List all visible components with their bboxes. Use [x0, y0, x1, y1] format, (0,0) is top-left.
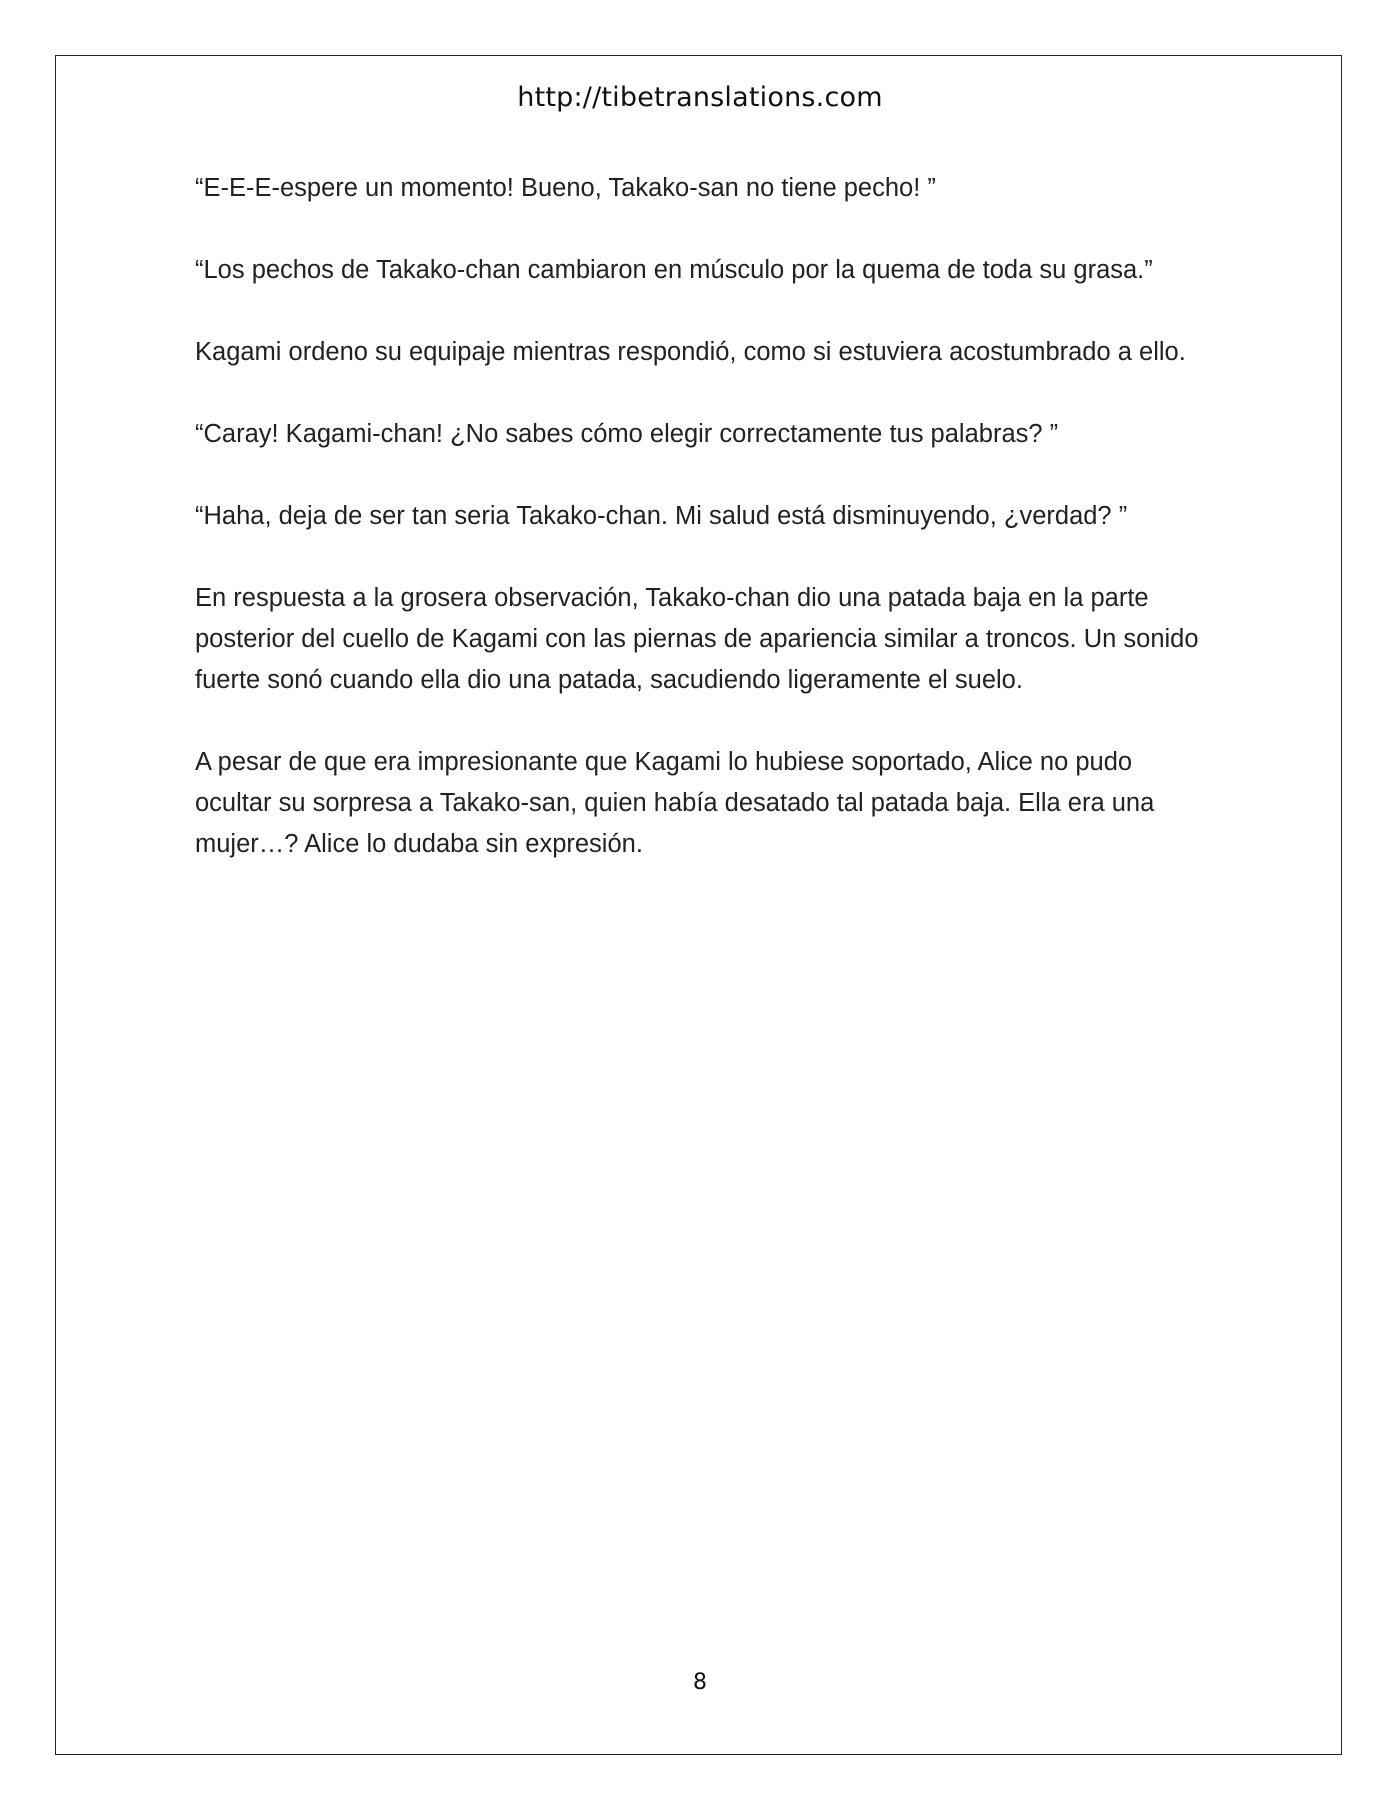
- paragraph-1: “E-E-E-espere un momento! Bueno, Takako-san no tiene pecho! ”: [195, 174, 936, 202]
- paragraph-3: Kagami ordeno su equipaje mientras respondió, como si estuviera acostumbrado a ello.: [195, 338, 1186, 366]
- paragraph-6: En respuesta a la grosera observación, Takako-chan dio una patada baja en la parte posterior del cuello de Kagami con las piernas de apariencia similar a troncos. Un sonido fuerte sonó cuando ella dio una patada, sacudiendo ligeramente el suelo.: [195, 584, 1199, 694]
- document-body: [195, 168, 1215, 906]
- paragraph-4: “Caray! Kagami-chan! ¿No sabes cómo elegir correctamente tus palabras? ”: [195, 420, 1059, 448]
- paragraph-7: A pesar de que era impresionante que Kagami lo hubiese soportado, Alice no pudo ocultar su sorpresa a Takako-san, quien había desatado tal patada baja. Ella era una mujer…? Alice lo dudaba sin expresión.: [195, 748, 1155, 858]
- header-url: http://tibetranslations.com: [517, 82, 883, 113]
- paragraph-5: “Haha, deja de ser tan seria Takako-chan. Mi salud está disminuyendo, ¿verdad? ”: [195, 502, 1128, 530]
- page-number: 8: [693, 1670, 707, 1695]
- paragraph-2: “Los pechos de Takako-chan cambiaron en músculo por la quema de toda su grasa.”: [195, 256, 1153, 284]
